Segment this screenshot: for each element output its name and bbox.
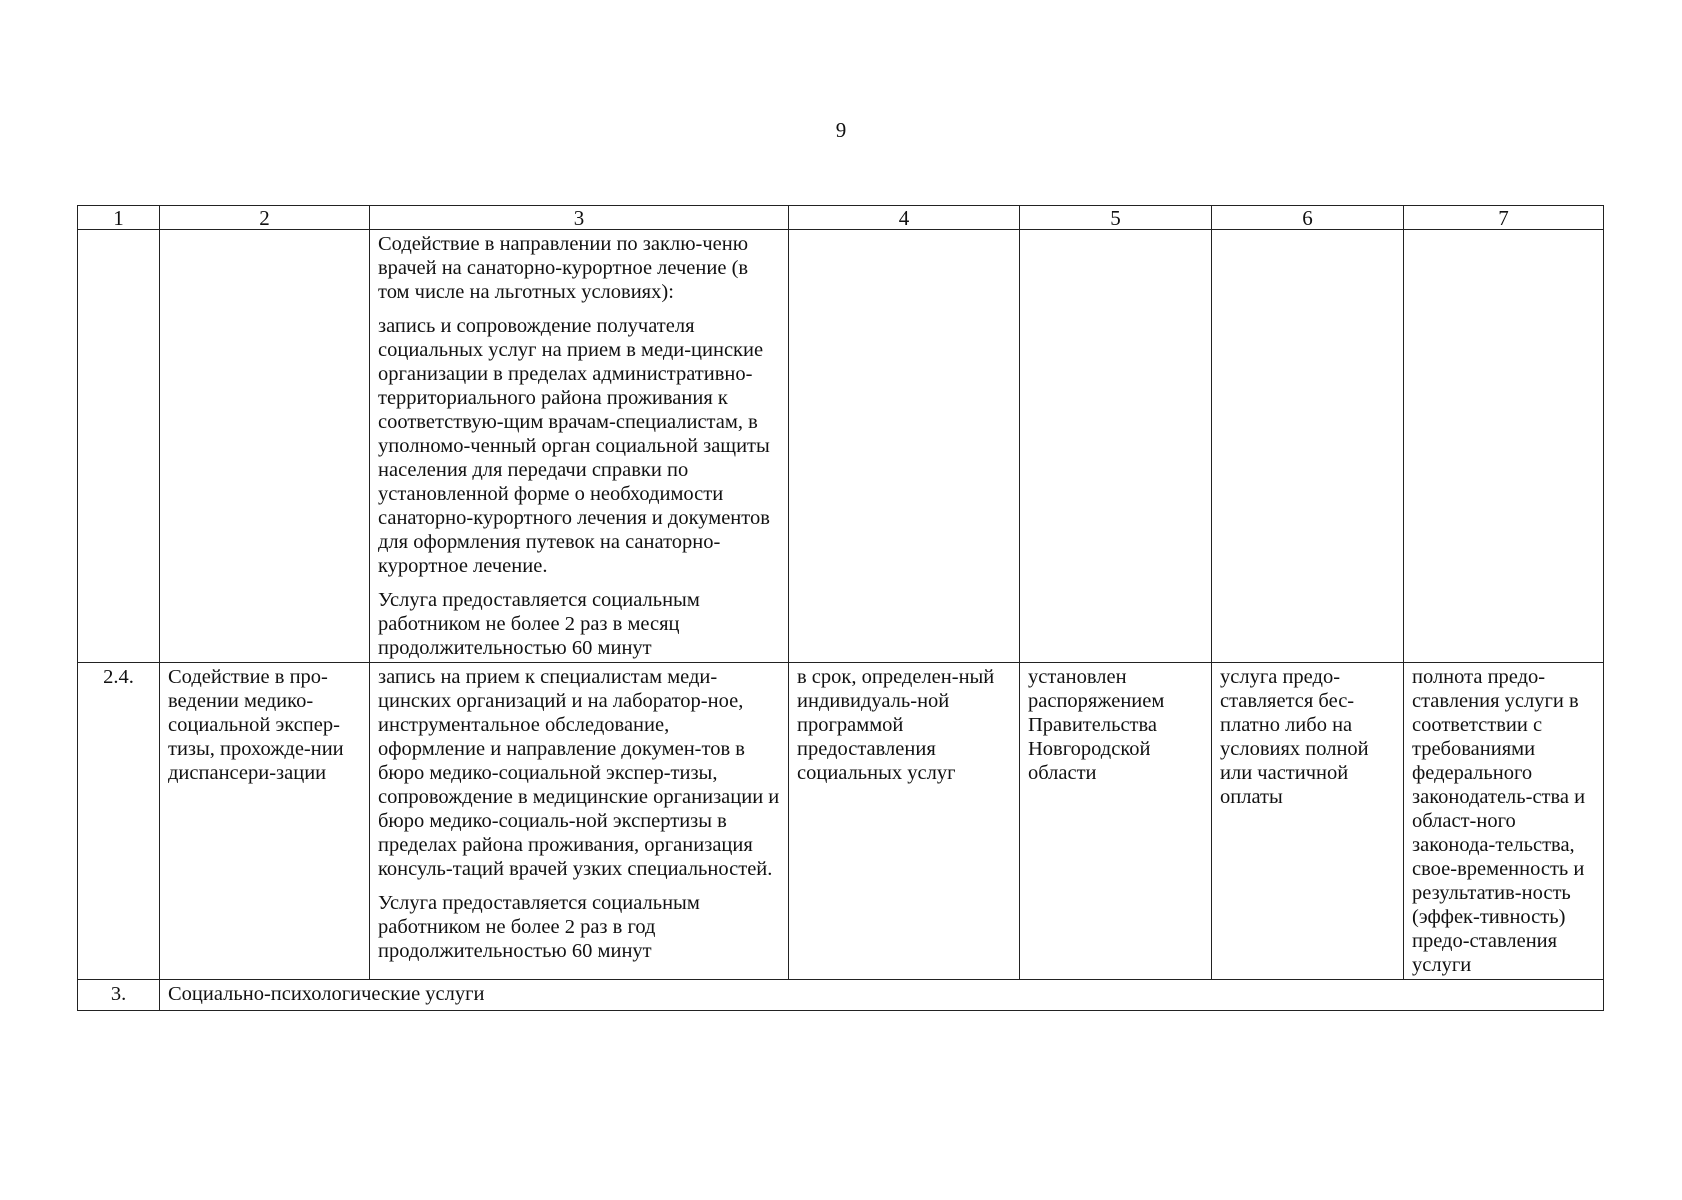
service-conditions: услуга предо-ставляется бес-платно либо на условиях полной или частичной оплаты xyxy=(1212,663,1404,980)
column-number-1: 1 xyxy=(78,206,160,230)
column-number-5: 5 xyxy=(1020,206,1212,230)
section-number: 3. xyxy=(78,980,160,1011)
continuation-paragraph-1: Содействие в направлении по заклю-ченю врачей на санаторно-курортное лечение (в том числе на льготных условиях): xyxy=(378,233,749,303)
table-row-continuation xyxy=(78,230,1604,663)
service-term: в срок, определен-ный индивидуаль-ной программой предоставления социальных услуг xyxy=(789,663,1020,980)
column-number-row xyxy=(78,206,1604,230)
service-norm: установлен распоряжением Правительства Новгородской области xyxy=(1020,663,1212,980)
description-paragraph-1: запись на прием к специалистам меди-цинских организаций и на лаборатор-ное, инструментальное обследование, оформление и направление докумен-тов в бюро медико-социальной экспер-тизы, сопровождение в медицинские организации и бюро медико-социаль-ной экспертизы в пределах района проживания, организация консуль-таций врачей узких специальностей. xyxy=(378,666,780,880)
section-title: Социально-психологические услуги xyxy=(160,980,1604,1011)
column-number-2: 2 xyxy=(160,206,370,230)
continuation-paragraph-2: запись и сопровождение получателя социальных услуг на прием в меди-цинские организации в пределах административно-территориального района проживания к соответствую-щим врачам-специалистам, в уполномо-ченный орган социальной защиты населения для передачи справки по установленной форме о необходимости санаторно-курортного лечения и документов для оформления путевок на санаторно-курортное лечение. xyxy=(378,315,770,577)
service-description xyxy=(370,663,789,980)
column-number-3: 3 xyxy=(370,206,789,230)
continuation-col6 xyxy=(1212,230,1404,663)
description-paragraph-2: Услуга предоставляется социальным работником не более 2 раз в год продолжительностью 60 минут xyxy=(378,892,700,962)
service-name: Содействие в про-ведении медико-социальной экспер-тизы, прохожде-нии диспансери-зации xyxy=(160,663,370,980)
continuation-col4 xyxy=(789,230,1020,663)
row-number: 2.4. xyxy=(78,663,160,980)
column-number-4: 4 xyxy=(789,206,1020,230)
continuation-col5 xyxy=(1020,230,1212,663)
continuation-col7 xyxy=(1404,230,1604,663)
column-number-7: 7 xyxy=(1404,206,1604,230)
services-table xyxy=(77,205,1604,1011)
table-row-section-3 xyxy=(78,980,1604,1011)
continuation-paragraph-3: Услуга предоставляется социальным работником не более 2 раз в месяц продолжительностью 60 минут xyxy=(378,589,700,659)
continuation-col1 xyxy=(78,230,160,663)
column-number-6: 6 xyxy=(1212,206,1404,230)
service-quality: полнота предо-ставления услуги в соответствии с требованиями федерального законодатель-ства и област-ного законода-тельства, свое-временность и результатив-ность (эффек-тивность) предо-ставления услуги xyxy=(1404,663,1604,980)
page-number: 9 xyxy=(835,118,847,142)
table-row-2-4 xyxy=(78,663,1604,980)
continuation-col2 xyxy=(160,230,370,663)
continuation-description xyxy=(370,230,789,663)
